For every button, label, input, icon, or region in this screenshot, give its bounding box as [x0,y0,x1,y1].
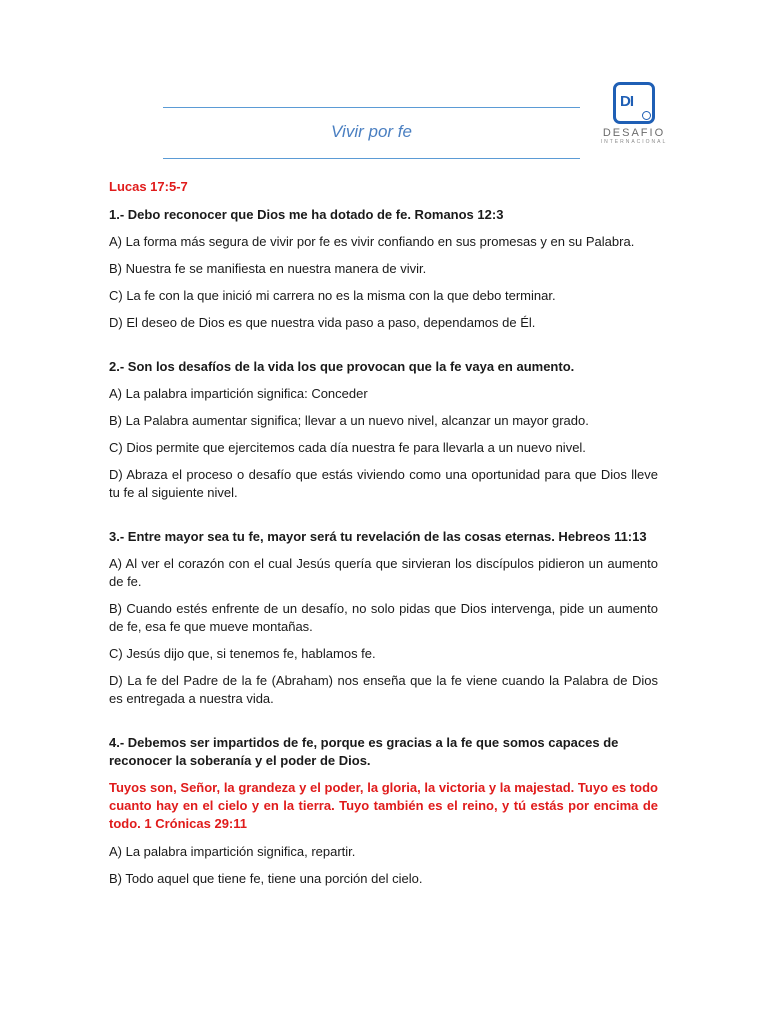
list-item: C) La fe con la que inició mi carrera no es la misma con la que debo terminar. [109,288,556,303]
logo-name: DESAFIO [602,127,666,139]
list-item: A) Al ver el corazón con el cual Jesús quería que sirvieran los discípulos pidieron un aumento de fe. [109,556,658,589]
list-item: D) El deseo de Dios es que nuestra vida paso a paso, dependamos de Él. [109,315,536,330]
document-body [109,178,658,914]
section-heading: 1.- Debo reconocer que Dios me ha dotado de fe. Romanos 12:3 [109,207,504,222]
header-rule-top [163,107,580,108]
section-heading: 3.- Entre mayor sea tu fe, mayor será tu revelación de las cosas eternas. Hebreos 11:13 [109,529,647,544]
header-rule-bottom [163,158,580,159]
globe-icon [642,111,651,120]
logo-frame-icon [613,82,655,124]
logo-mark: DI [620,93,633,110]
logo-subtitle: INTERNACIONAL [600,139,668,145]
list-item: C) Jesús dijo que, si tenemos fe, hablamos fe. [109,646,376,661]
section-1 [109,206,658,332]
list-item: D) La fe del Padre de la fe (Abraham) nos enseña que la fe viene cuando la Palabra de Dios es entregada a nuestra vida. [109,673,658,706]
list-item: D) Abraza el proceso o desafío que estás viviendo como una oportunidad para que Dios lleve tu fe al siguiente nivel. [109,467,658,500]
list-item: B) Cuando estés enfrente de un desafío, no solo pidas que Dios intervenga, pide un aumento de fe, esa fe que mueve montañas. [109,601,658,634]
list-item: A) La palabra impartición significa, repartir. [109,844,356,859]
list-item: B) Todo aquel que tiene fe, tiene una porción del cielo. [109,871,423,886]
section-heading: 2.- Son los desafíos de la vida los que provocan que la fe vaya en aumento. [109,359,575,374]
section-heading: 4.- Debemos ser impartidos de fe, porque es gracias a la fe que somos capaces de reconocer la soberanía y el poder de Dios. [109,735,619,768]
desafio-logo [598,82,670,150]
page-title: Vivir por fe [331,122,412,141]
section-2 [109,358,658,502]
scripture-verse: Tuyos son, Señor, la grandeza y el poder, la gloria, la victoria y la majestad. Tuyo es todo cuanto hay en el cielo y en la tierra. Tuyo también es el reino, y tú estás por encima de todo. 1 Crónicas 29:11 [109,780,658,831]
list-item: C) Dios permite que ejercitemos cada día nuestra fe para llevarla a un nuevo nivel. [109,440,586,455]
list-item: A) La forma más segura de vivir por fe es vivir confiando en sus promesas y en su Palabra. [109,234,635,249]
section-3 [109,528,658,708]
list-item: B) La Palabra aumentar significa; llevar a un nuevo nivel, alcanzar un mayor grado. [109,413,589,428]
section-4 [109,734,658,888]
scripture-reference: Lucas 17:5-7 [109,179,188,194]
list-item: B) Nuestra fe se manifiesta en nuestra manera de vivir. [109,261,427,276]
list-item: A) La palabra impartición significa: Conceder [109,386,368,401]
